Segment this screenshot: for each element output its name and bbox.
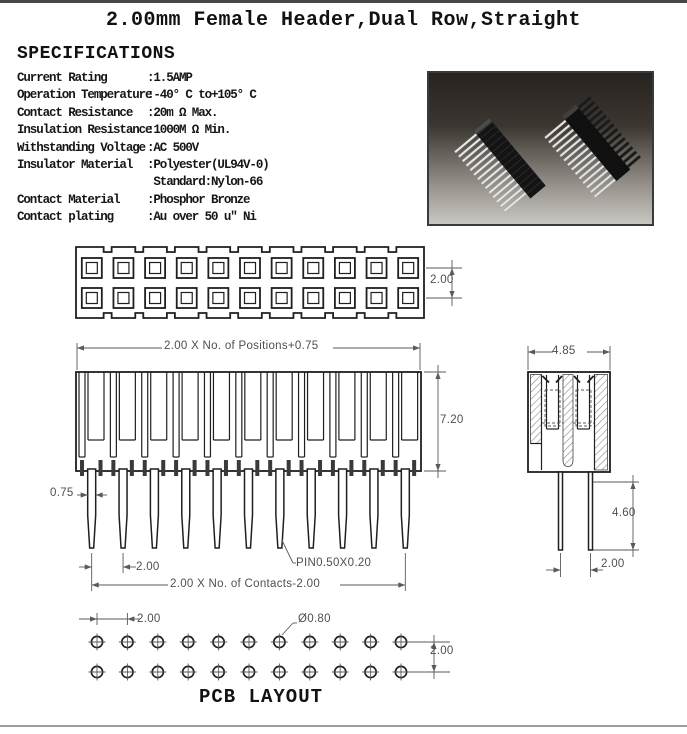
page-title: 2.00mm Female Header,Dual Row,Straight <box>105 9 582 32</box>
spec-value: :Au over 50 u" Ni <box>147 210 256 225</box>
pcb-layout-drawing <box>60 603 480 688</box>
spec-label: Current Rating <box>17 71 107 85</box>
dim-pcb-pitch: 2.00 <box>137 613 161 625</box>
top-rule <box>0 0 687 3</box>
spec-value: Standard:Nylon-66 <box>147 175 263 190</box>
spec-value: :AC 500V <box>147 140 199 155</box>
side-view-drawing <box>515 337 665 599</box>
spec-row <box>17 209 269 226</box>
spec-row <box>17 122 269 139</box>
specifications-heading: SPECIFICATIONS <box>17 44 176 64</box>
spec-label <box>17 174 147 191</box>
spec-value: :-40° C to+105° C <box>147 88 256 103</box>
connector-photo-illustration <box>429 73 652 224</box>
spec-label: Withstanding Voltage <box>17 140 146 155</box>
dim-pcb-hole-diameter: Ø0.80 <box>298 613 331 625</box>
spec-value: :20m Ω Max. <box>147 105 218 120</box>
dim-pin-pitch: 2.00 <box>136 561 160 573</box>
dim-pcb-row-pitch: 2.00 <box>430 645 454 657</box>
spec-row <box>17 70 269 87</box>
dim-pin-note: PIN0.50X0.20 <box>296 557 372 569</box>
spec-table <box>17 70 269 227</box>
spec-row <box>17 192 269 209</box>
spec-label: Contact plating <box>17 210 114 225</box>
spec-value: :1.5AMP <box>147 71 192 85</box>
dim-overall-width: 2.00 X No. of Positions+0.75 <box>164 340 319 352</box>
dim-pin-width: 0.75 <box>50 487 74 499</box>
dim-side-row-pitch: 2.00 <box>601 558 625 570</box>
spec-value: :Polyester(UL94V-0) <box>147 157 269 172</box>
spec-label: Contact Resistance <box>17 105 133 120</box>
pcb-layout-title: PCB LAYOUT <box>198 686 324 708</box>
dim-side-width: 4.85 <box>552 345 576 357</box>
spec-label: Contact Material <box>17 192 120 207</box>
spec-row <box>17 174 269 191</box>
spec-row <box>17 140 269 157</box>
spec-value: :Phosphor Bronze <box>147 192 250 207</box>
front-view-drawing <box>50 337 470 599</box>
spec-row <box>17 105 269 122</box>
dim-pin-length: 4.60 <box>612 507 636 519</box>
spec-label: Operation Temperature <box>17 88 152 103</box>
spec-row <box>17 87 269 104</box>
spec-row <box>17 157 269 174</box>
dim-body-height: 7.20 <box>440 414 464 426</box>
product-photo <box>427 71 654 226</box>
dim-contacts-span: 2.00 X No. of Contacts-2.00 <box>170 578 321 590</box>
spec-value: :1000M Ω Min. <box>147 123 231 138</box>
bottom-rule <box>0 725 687 727</box>
dim-top-view-row-pitch: 2.00 <box>430 274 454 286</box>
spec-label: Insulation Resistance <box>17 123 152 138</box>
spec-label: Insulator Material <box>17 157 133 172</box>
